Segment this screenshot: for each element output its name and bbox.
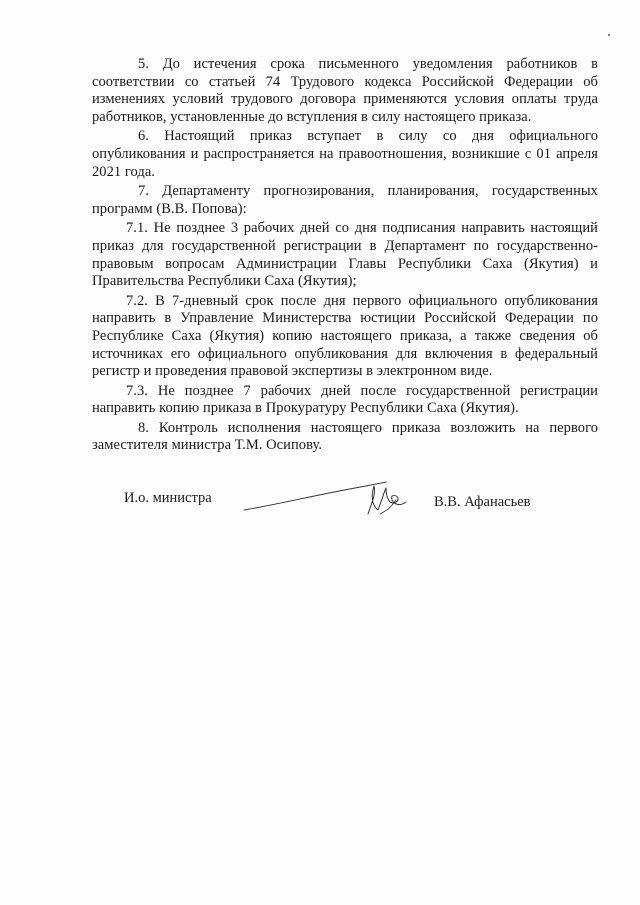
paragraph-8: 8. Контроль исполнения настоящего приказа возложить на первого заместителя министра Т.М. Осипову. xyxy=(92,419,598,454)
signatory-title: И.о. министра xyxy=(124,490,212,506)
paragraph-7-2: 7.2. В 7-дневный срок после дня первого официального опубликования направить в Управление Министерства юстиции Российской Федерации по Республике Саха (Якутия) копию настоящего приказа, а также сведения об источниках его официального опубликования для включения в федеральный регистр и проведения правовой экспертизы в электронном виде. xyxy=(92,292,598,380)
handwritten-signature xyxy=(240,480,410,528)
signature-block xyxy=(0,480,640,530)
paragraph-7-1: 7.1. Не позднее 3 рабочих дней со дня подписания направить настоящий приказ для государственной регистрации в Департамент по государственно-правовым вопросам Администрации Главы Республики Саха (Якутия) и Правительства Республики Саха (Якутия); xyxy=(92,220,598,290)
paragraph-5: 5. До истечения срока письменного уведомления работников в соответствии со статьей 74 Трудового кодекса Российской Федерации об изменениях условий трудового договора применяются условия оплаты труда работников, установленные до вступления в силу настоящего приказа. xyxy=(92,56,598,125)
scan-speck xyxy=(608,34,610,36)
order-body xyxy=(92,56,598,457)
paragraph-6: 6. Настоящий приказ вступает в силу со дня официального опубликования и распространяется на правоотношения, возникшие с 01 апреля 2021 года. xyxy=(92,128,598,180)
paragraph-7: 7. Департаменту прогнозирования, планирования, государственных программ (В.В. Попова): xyxy=(92,183,598,217)
paragraph-7-3: 7.3. Не позднее 7 рабочих дней после государственной регистрации направить копию приказа в Прокуратуру Республики Саха (Якутия). xyxy=(92,382,598,417)
signatory-name: В.В. Афанасьев xyxy=(434,494,531,510)
